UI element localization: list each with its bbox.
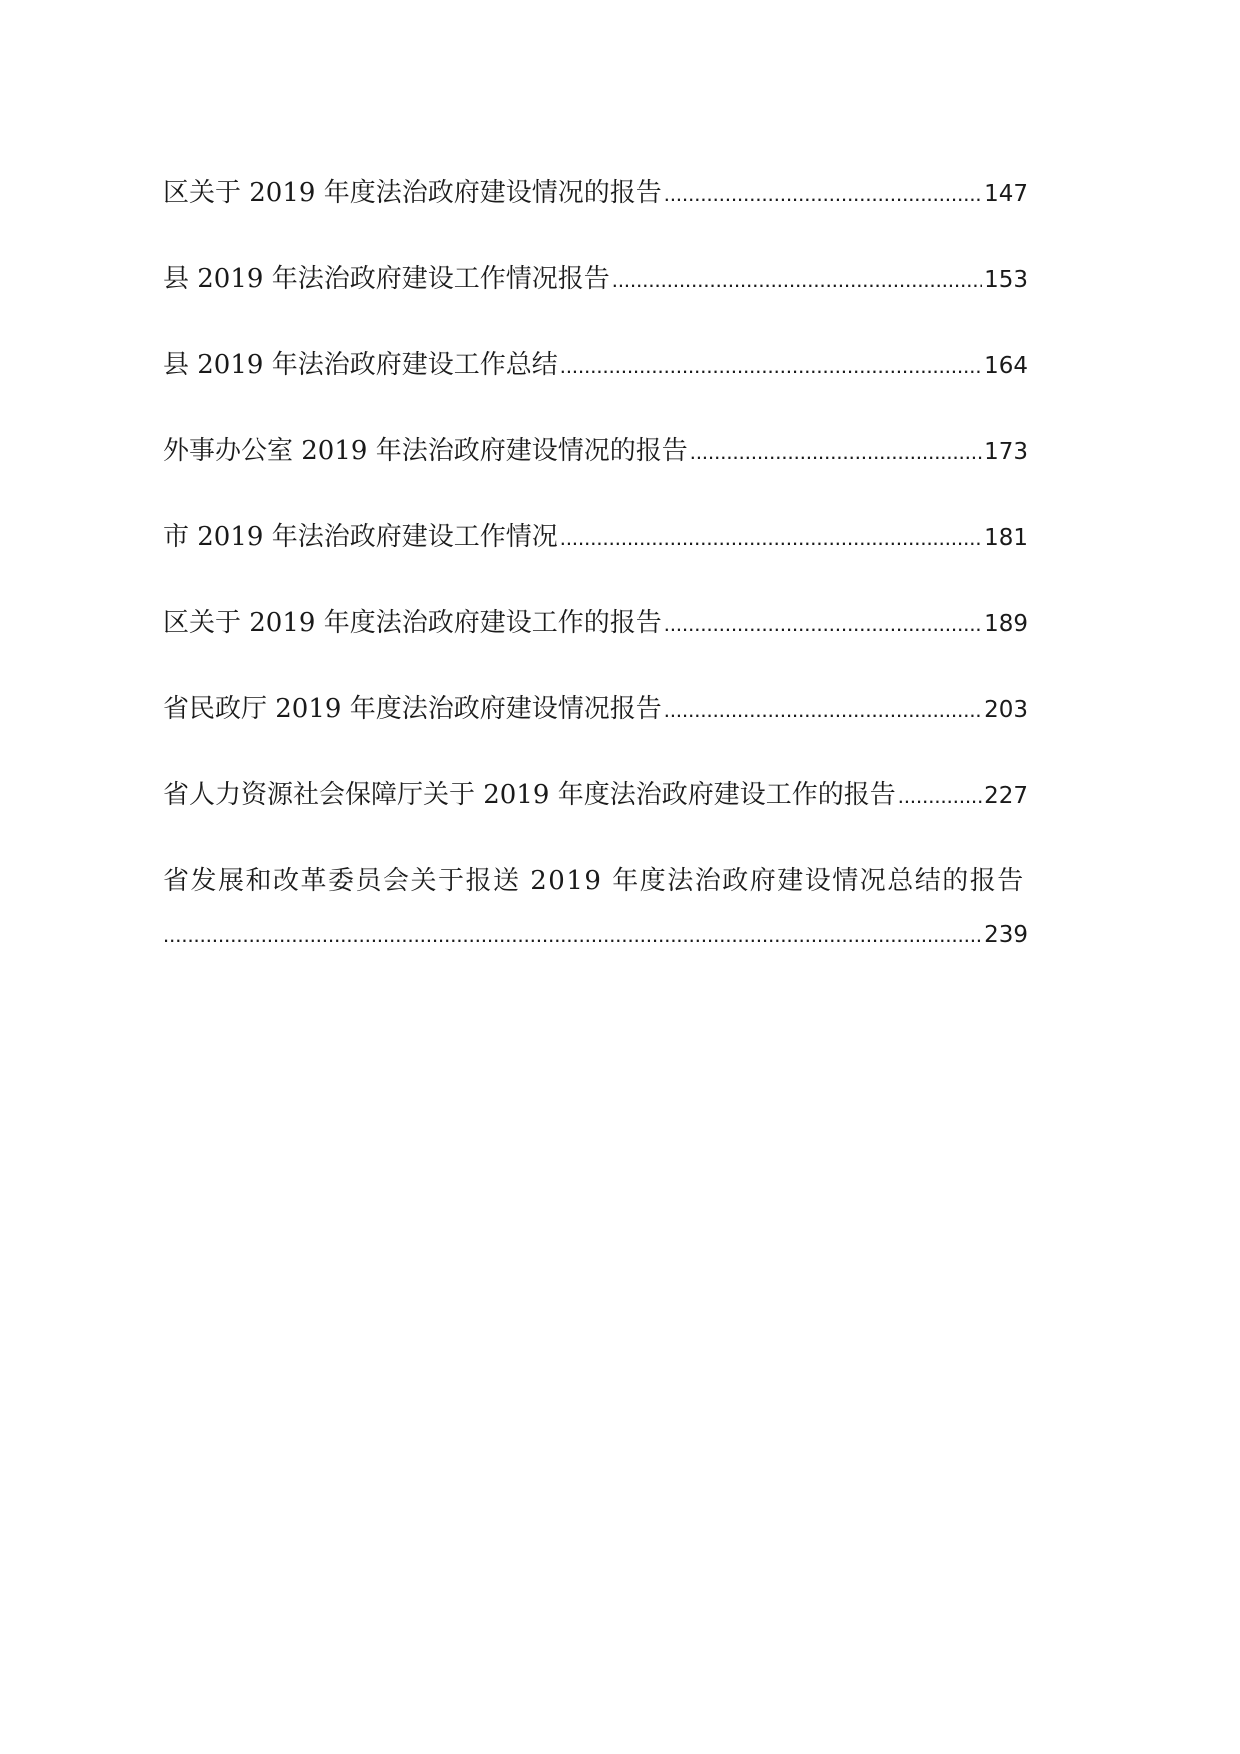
toc-entry[interactable] xyxy=(163,602,1028,688)
toc-page-number: 164 xyxy=(984,353,1028,379)
toc-entry-title: 区关于 2019 年度法治政府建设工作的报告 xyxy=(163,608,662,638)
toc-entry-title: 省民政厅 2019 年度法治政府建设情况报告 xyxy=(163,694,662,724)
dot-leader xyxy=(664,181,982,207)
toc-page-number: 203 xyxy=(984,697,1028,723)
toc-page-number: 153 xyxy=(984,267,1028,293)
dot-leader xyxy=(898,783,982,809)
toc-entry[interactable] xyxy=(163,344,1028,430)
toc-entry-title: 县 2019 年法治政府建设工作情况报告 xyxy=(163,264,610,294)
dot-leader xyxy=(612,267,982,293)
table-of-contents xyxy=(163,172,1028,962)
toc-leader-line xyxy=(163,922,1028,962)
toc-page-number: 189 xyxy=(984,611,1028,637)
toc-entry[interactable] xyxy=(163,258,1028,344)
toc-page-number: 173 xyxy=(984,439,1028,465)
toc-page-number: 181 xyxy=(984,525,1028,551)
dot-leader xyxy=(690,439,982,465)
toc-entry[interactable] xyxy=(163,430,1028,516)
toc-page-number: 227 xyxy=(984,783,1028,809)
toc-entry[interactable] xyxy=(163,688,1028,774)
toc-entry-title: 市 2019 年法治政府建设工作情况 xyxy=(163,522,558,552)
toc-entry-wrapped[interactable] xyxy=(163,860,1028,962)
dot-leader xyxy=(664,697,982,723)
toc-page-number: 147 xyxy=(984,181,1028,207)
toc-page-number: 239 xyxy=(984,922,1028,948)
toc-entry[interactable] xyxy=(163,516,1028,602)
dot-leader xyxy=(560,353,982,379)
dot-leader xyxy=(664,611,982,637)
toc-entry[interactable] xyxy=(163,172,1028,258)
toc-entry-title: 省人力资源社会保障厅关于 2019 年度法治政府建设工作的报告 xyxy=(163,780,896,810)
toc-entry-title: 省发展和改革委员会关于报送 2019 年度法治政府建设情况总结的报告 xyxy=(163,866,1025,896)
dot-leader xyxy=(560,525,982,551)
toc-entry-title: 县 2019 年法治政府建设工作总结 xyxy=(163,350,558,380)
toc-entry-title: 外事办公室 2019 年法治政府建设情况的报告 xyxy=(163,436,688,466)
toc-entry[interactable] xyxy=(163,774,1028,860)
dot-leader xyxy=(163,922,982,948)
toc-entry-title: 区关于 2019 年度法治政府建设情况的报告 xyxy=(163,178,662,208)
